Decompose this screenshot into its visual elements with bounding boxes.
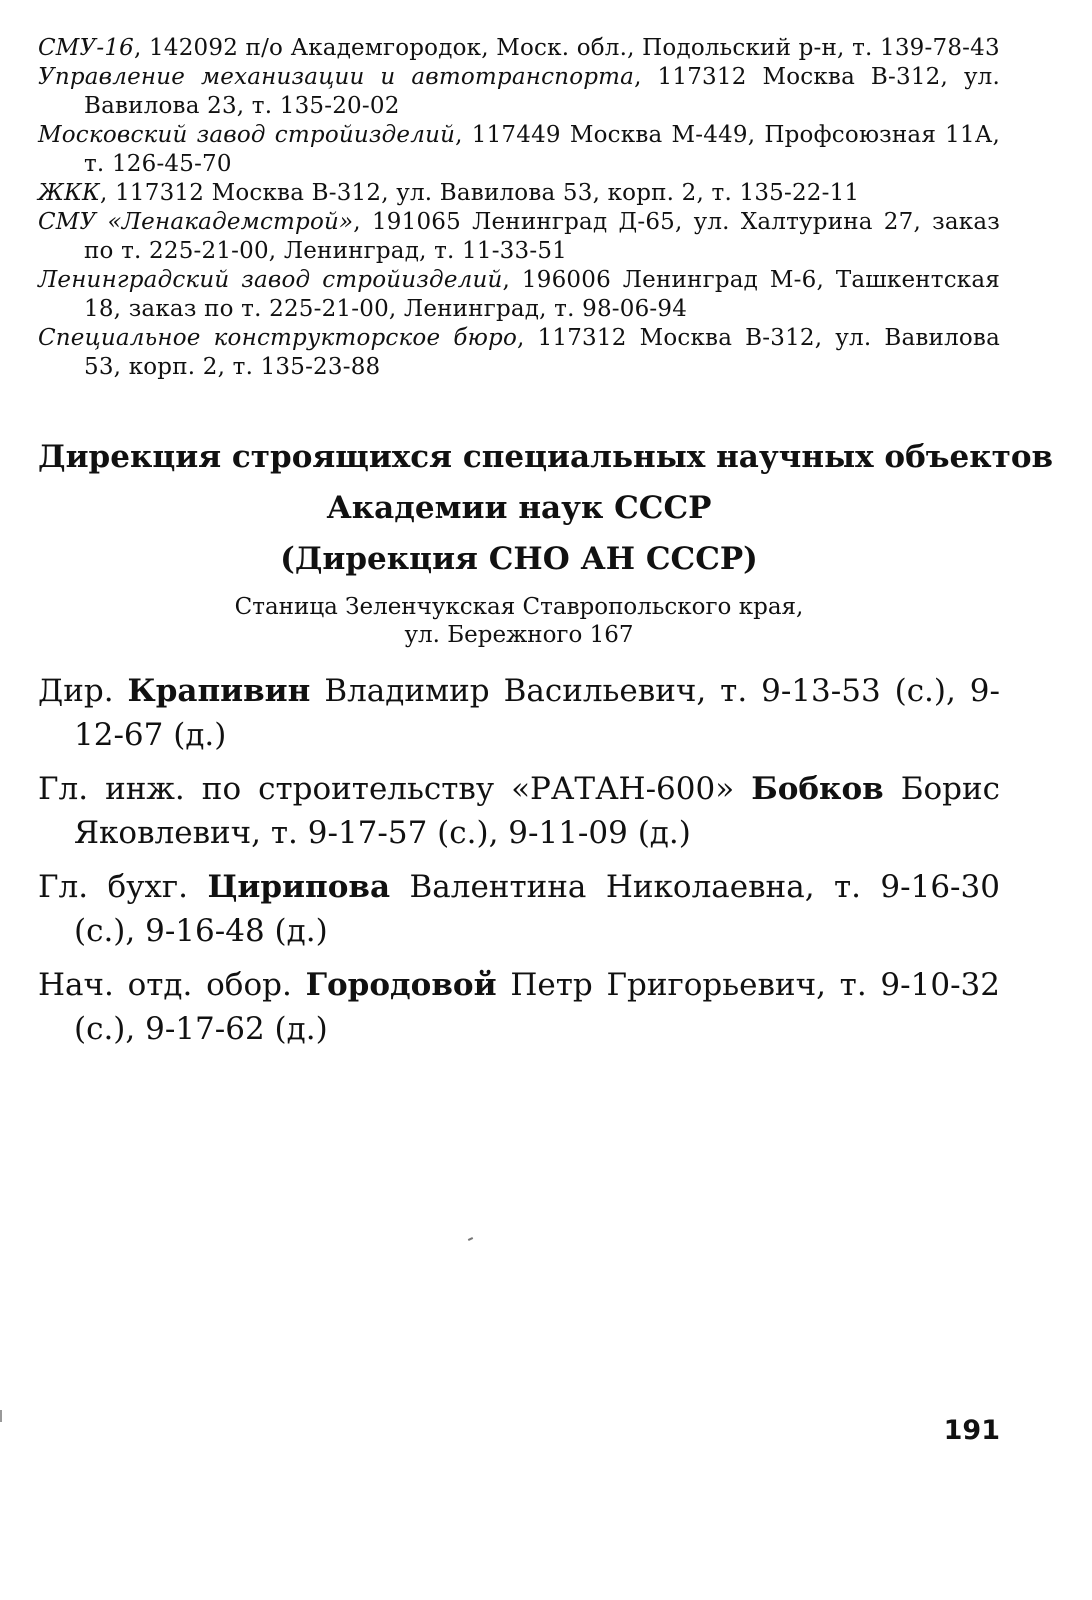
staff-position: Гл. инж. по строительству «РАТАН-600» (38, 771, 735, 807)
staff-details: Борис Яковлевич, т. 9-17-57 (с.), 9-11-09 (д.) (74, 771, 1000, 851)
organization-name: Московский завод стройизделий (38, 122, 456, 148)
address-line: ул. Бережного 167 (404, 622, 634, 648)
directorate-section (38, 432, 1054, 1051)
staff-position: Нач. отд. обор. (38, 967, 292, 1003)
list-item: СМУ «Ленакадемстрой», 191065 Ленинград Д-65, ул. Халтурина 27, заказ по т. 225-21-00, Ленинград, т. 11-33-51 (38, 209, 1001, 264)
staff-surname: Бобков (751, 771, 884, 807)
staff-position: Дир. (38, 673, 114, 709)
organization-details: 196006 Ленинград М-6, Ташкентская 18, заказ по т. 225-21-00, Ленинград, т. 98-06-94 (84, 267, 1000, 322)
document-page (38, 34, 1054, 1061)
organization-name: Ленинградский завод стройизделий (38, 267, 503, 293)
organization-name: ЖКК (38, 180, 101, 206)
organization-name: СМУ-16 (38, 35, 135, 61)
staff-details: Петр Григорьевич, т. 9-10-32 (с.), 9-17-62 (д.) (74, 967, 1000, 1047)
list-item: Московский завод стройизделий, 117449 Москва М-449, Профсоюзная 11А, т. 126-45-70 (38, 122, 1000, 177)
staff-details: Владимир Васильевич, т. 9-13-53 (с.), 9-12-67 (д.) (74, 673, 1000, 753)
edge-mark (0, 1410, 2, 1422)
staff-position: Гл. бухг. (38, 869, 188, 905)
organization-details: 117312 Москва В-312, ул. Вавилова 53, корп. 2, т. 135-22-11 (115, 180, 860, 206)
section-address (38, 593, 1000, 649)
section-title-line: (Дирекция СНО АН СССР) (280, 541, 758, 577)
organization-details: 117449 Москва М-449, Профсоюзная 11А, т. 126-45-70 (84, 122, 1000, 177)
staff-entry (38, 669, 1000, 757)
list-item: Управление механизации и автотранспорта, 117312 Москва В-312, ул. Вавилова 23, т. 135-20-02 (38, 64, 1000, 119)
staff-surname: Городовой (305, 967, 497, 1003)
staff-list (38, 669, 1000, 1051)
organization-name: Управление механизации и автотранспорта (38, 64, 635, 90)
staff-entry (38, 865, 1000, 953)
section-title (38, 432, 1054, 585)
list-item: СМУ-16, 142092 п/о Академгородок, Моск. обл., Подольский р-н, т. 139-78-43 (38, 35, 1000, 61)
list-item: ЖКК, 117312 Москва В-312, ул. Вавилова 53, корп. 2, т. 135-22-11 (38, 180, 860, 206)
organization-name: СМУ «Ленакадемстрой» (38, 209, 354, 235)
organization-details: 117312 Москва В-312, ул. Вавилова 23, т. 135-20-02 (84, 64, 1000, 119)
organization-details: 191065 Ленинград Д-65, ул. Халтурина 27, заказ по т. 225-21-00, Ленинград, т. 11-33-51 (84, 209, 1001, 264)
staff-entry (38, 767, 1000, 855)
staff-entry (38, 963, 1000, 1051)
print-speck (468, 1237, 473, 1241)
section-title-line: Академии наук СССР (326, 490, 712, 526)
staff-surname: Крапивин (127, 673, 311, 709)
organization-list (38, 34, 1000, 382)
staff-surname: Цирипова (207, 869, 391, 905)
page-number: 191 (943, 1415, 1000, 1446)
list-item: Ленинградский завод стройизделий, 196006 Ленинград М-6, Ташкентская 18, заказ по т. 225-21-00, Ленинград, т. 98-06-94 (38, 267, 1000, 322)
organization-name: Специальное конструкторское бюро (38, 325, 517, 351)
organization-details: 117312 Москва В-312, ул. Вавилова 53, корп. 2, т. 135-23-88 (84, 325, 1000, 380)
staff-details: Валентина Николаевна, т. 9-16-30 (с.), 9-16-48 (д.) (74, 869, 1000, 949)
address-line: Станица Зеленчукская Ставропольского края, (234, 594, 804, 620)
list-item: Специальное конструкторское бюро, 117312 Москва В-312, ул. Вавилова 53, корп. 2, т. 135-23-88 (38, 325, 1000, 380)
organization-details: 142092 п/о Академгородок, Моск. обл., Подольский р-н, т. 139-78-43 (149, 35, 1000, 61)
section-title-line: Дирекция строящихся специальных научных объектов (38, 439, 1054, 475)
